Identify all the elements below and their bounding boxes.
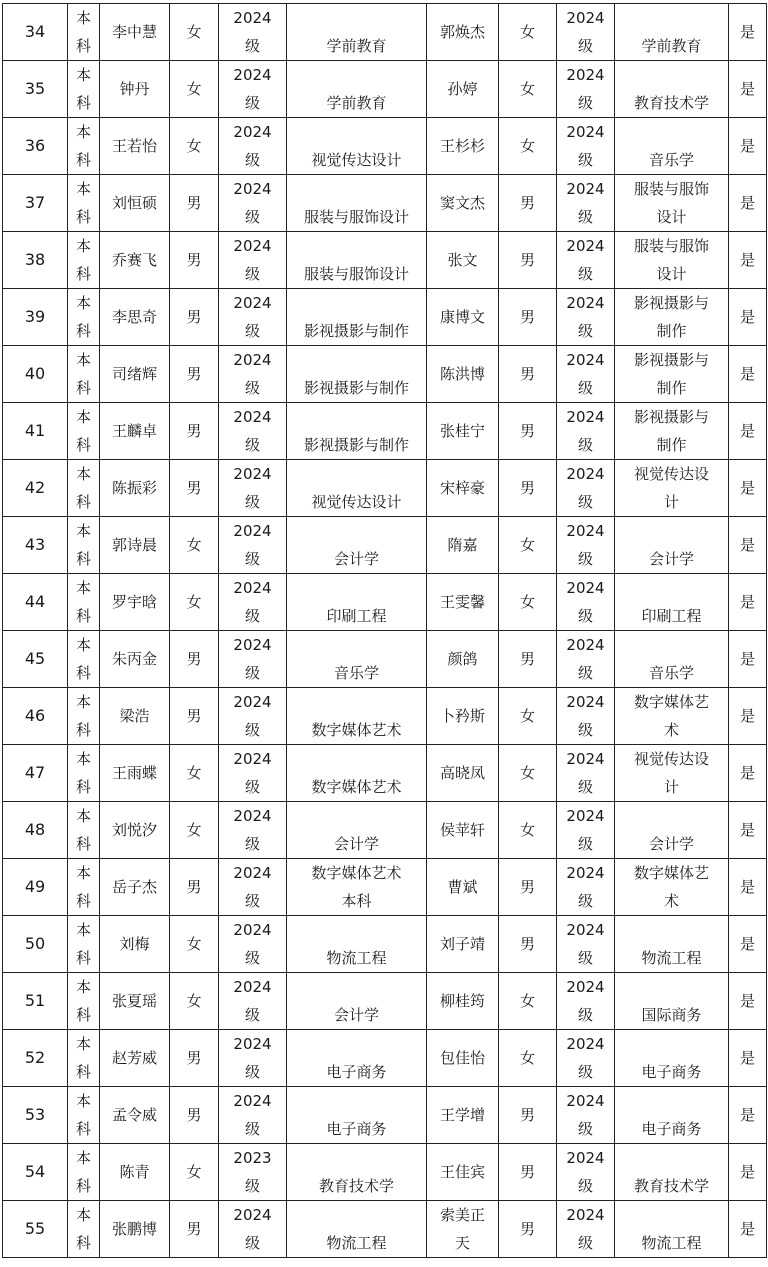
student-gender: 女 [170, 4, 219, 61]
table-row [3, 802, 767, 859]
partner-gender: 女 [499, 688, 557, 745]
partner-major: 影视摄影与 制作 [615, 403, 729, 460]
student-gender: 男 [170, 859, 219, 916]
education-level: 本 科 [68, 346, 100, 403]
partner-grade: 2024 级 [557, 802, 615, 859]
student-grade: 2023 级 [219, 1144, 287, 1201]
table-row [3, 1030, 767, 1087]
row-number: 52 [3, 1030, 68, 1087]
partner-name: 王佳宾 [427, 1144, 499, 1201]
approved-flag: 是 [729, 1144, 767, 1201]
student-major: 视觉传达设计 [287, 460, 427, 517]
partner-gender: 男 [499, 346, 557, 403]
partner-grade: 2024 级 [557, 745, 615, 802]
student-gender: 女 [170, 973, 219, 1030]
student-grade: 2024 级 [219, 61, 287, 118]
row-number: 43 [3, 517, 68, 574]
student-major: 数字媒体艺术 [287, 745, 427, 802]
student-major: 影视摄影与制作 [287, 346, 427, 403]
education-level: 本 科 [68, 802, 100, 859]
partner-major: 服装与服饰 设计 [615, 232, 729, 289]
student-grade: 2024 级 [219, 631, 287, 688]
row-number: 55 [3, 1201, 68, 1258]
student-name: 朱丙金 [100, 631, 170, 688]
partner-grade: 2024 级 [557, 1201, 615, 1258]
partner-major: 会计学 [615, 517, 729, 574]
partner-grade: 2024 级 [557, 4, 615, 61]
education-level: 本 科 [68, 460, 100, 517]
partner-major: 数字媒体艺 术 [615, 688, 729, 745]
student-major: 教育技术学 [287, 1144, 427, 1201]
partner-gender: 男 [499, 403, 557, 460]
row-number: 46 [3, 688, 68, 745]
approved-flag: 是 [729, 631, 767, 688]
approved-flag: 是 [729, 289, 767, 346]
education-level: 本 科 [68, 688, 100, 745]
student-gender: 女 [170, 802, 219, 859]
student-name: 陈振彩 [100, 460, 170, 517]
table-row [3, 916, 767, 973]
education-level: 本 科 [68, 1087, 100, 1144]
partner-name: 颜鸽 [427, 631, 499, 688]
row-number: 54 [3, 1144, 68, 1201]
student-name: 刘梅 [100, 916, 170, 973]
education-level: 本 科 [68, 859, 100, 916]
partner-gender: 男 [499, 916, 557, 973]
partner-gender: 男 [499, 631, 557, 688]
approved-flag: 是 [729, 175, 767, 232]
education-level: 本 科 [68, 916, 100, 973]
student-name: 李思奇 [100, 289, 170, 346]
partner-name: 王学增 [427, 1087, 499, 1144]
education-level: 本 科 [68, 631, 100, 688]
partner-name: 张文 [427, 232, 499, 289]
student-major: 印刷工程 [287, 574, 427, 631]
student-name: 刘恒硕 [100, 175, 170, 232]
student-name: 王若怡 [100, 118, 170, 175]
table-row [3, 1144, 767, 1201]
partner-grade: 2024 级 [557, 346, 615, 403]
education-level: 本 科 [68, 1030, 100, 1087]
table-row [3, 688, 767, 745]
student-grade: 2024 级 [219, 118, 287, 175]
approved-flag: 是 [729, 403, 767, 460]
partner-major: 学前教育 [615, 4, 729, 61]
student-grade: 2024 级 [219, 1087, 287, 1144]
education-level: 本 科 [68, 118, 100, 175]
approved-flag: 是 [729, 517, 767, 574]
row-number: 42 [3, 460, 68, 517]
education-level: 本 科 [68, 1201, 100, 1258]
student-name: 刘悦汐 [100, 802, 170, 859]
student-gender: 男 [170, 688, 219, 745]
partner-name: 隋嘉 [427, 517, 499, 574]
student-gender: 男 [170, 346, 219, 403]
partner-name: 卜矜斯 [427, 688, 499, 745]
partner-gender: 男 [499, 289, 557, 346]
student-grade: 2024 级 [219, 1030, 287, 1087]
partner-grade: 2024 级 [557, 631, 615, 688]
partner-major: 数字媒体艺 术 [615, 859, 729, 916]
approved-flag: 是 [729, 859, 767, 916]
partner-gender: 女 [499, 745, 557, 802]
partner-major: 音乐学 [615, 631, 729, 688]
row-number: 35 [3, 61, 68, 118]
student-grade: 2024 级 [219, 175, 287, 232]
student-name: 赵芳威 [100, 1030, 170, 1087]
education-level: 本 科 [68, 745, 100, 802]
student-name: 乔赛飞 [100, 232, 170, 289]
partner-major: 国际商务 [615, 973, 729, 1030]
partner-grade: 2024 级 [557, 460, 615, 517]
student-name: 孟令威 [100, 1087, 170, 1144]
student-name: 司绪辉 [100, 346, 170, 403]
approved-flag: 是 [729, 802, 767, 859]
roster-table [2, 3, 767, 1258]
partner-name: 窦文杰 [427, 175, 499, 232]
student-gender: 女 [170, 745, 219, 802]
approved-flag: 是 [729, 346, 767, 403]
table-row [3, 403, 767, 460]
partner-name: 宋梓豪 [427, 460, 499, 517]
student-major: 会计学 [287, 802, 427, 859]
table-row [3, 1087, 767, 1144]
partner-grade: 2024 级 [557, 232, 615, 289]
partner-gender: 女 [499, 517, 557, 574]
student-gender: 男 [170, 1087, 219, 1144]
partner-major: 音乐学 [615, 118, 729, 175]
student-name: 岳子杰 [100, 859, 170, 916]
row-number: 50 [3, 916, 68, 973]
partner-major: 电子商务 [615, 1087, 729, 1144]
partner-gender: 女 [499, 118, 557, 175]
table-body [3, 4, 767, 1258]
partner-grade: 2024 级 [557, 1030, 615, 1087]
student-major: 数字媒体艺术 [287, 688, 427, 745]
student-name: 梁浩 [100, 688, 170, 745]
row-number: 44 [3, 574, 68, 631]
student-major: 物流工程 [287, 916, 427, 973]
partner-name: 张桂宁 [427, 403, 499, 460]
student-gender: 女 [170, 61, 219, 118]
partner-major: 电子商务 [615, 1030, 729, 1087]
education-level: 本 科 [68, 232, 100, 289]
table-row [3, 4, 767, 61]
student-grade: 2024 级 [219, 916, 287, 973]
student-major: 服装与服饰设计 [287, 175, 427, 232]
partner-gender: 女 [499, 1030, 557, 1087]
partner-major: 教育技术学 [615, 1144, 729, 1201]
student-grade: 2024 级 [219, 460, 287, 517]
partner-gender: 男 [499, 1201, 557, 1258]
partner-gender: 男 [499, 232, 557, 289]
approved-flag: 是 [729, 688, 767, 745]
student-gender: 男 [170, 289, 219, 346]
partner-gender: 男 [499, 1144, 557, 1201]
approved-flag: 是 [729, 4, 767, 61]
table-row [3, 631, 767, 688]
student-name: 张鹏博 [100, 1201, 170, 1258]
education-level: 本 科 [68, 61, 100, 118]
partner-grade: 2024 级 [557, 118, 615, 175]
student-name: 李中慧 [100, 4, 170, 61]
student-gender: 女 [170, 118, 219, 175]
education-level: 本 科 [68, 175, 100, 232]
student-name: 郭诗晨 [100, 517, 170, 574]
approved-flag: 是 [729, 1030, 767, 1087]
student-major: 视觉传达设计 [287, 118, 427, 175]
partner-grade: 2024 级 [557, 688, 615, 745]
student-gender: 男 [170, 175, 219, 232]
partner-grade: 2024 级 [557, 1087, 615, 1144]
partner-name: 刘子靖 [427, 916, 499, 973]
student-grade: 2024 级 [219, 346, 287, 403]
student-major: 音乐学 [287, 631, 427, 688]
row-number: 51 [3, 973, 68, 1030]
partner-name: 包佳怡 [427, 1030, 499, 1087]
student-major: 电子商务 [287, 1030, 427, 1087]
partner-name: 王杉杉 [427, 118, 499, 175]
student-grade: 2024 级 [219, 4, 287, 61]
approved-flag: 是 [729, 1087, 767, 1144]
student-gender: 男 [170, 631, 219, 688]
partner-gender: 男 [499, 175, 557, 232]
student-grade: 2024 级 [219, 1201, 287, 1258]
approved-flag: 是 [729, 973, 767, 1030]
row-number: 36 [3, 118, 68, 175]
partner-gender: 男 [499, 1087, 557, 1144]
row-number: 49 [3, 859, 68, 916]
education-level: 本 科 [68, 289, 100, 346]
partner-major: 物流工程 [615, 916, 729, 973]
partner-major: 视觉传达设 计 [615, 745, 729, 802]
student-gender: 女 [170, 574, 219, 631]
approved-flag: 是 [729, 745, 767, 802]
partner-name: 侯苹轩 [427, 802, 499, 859]
partner-major: 影视摄影与 制作 [615, 289, 729, 346]
approved-flag: 是 [729, 916, 767, 973]
table-row [3, 1201, 767, 1258]
table-row [3, 289, 767, 346]
partner-name: 康博文 [427, 289, 499, 346]
student-major: 学前教育 [287, 4, 427, 61]
approved-flag: 是 [729, 61, 767, 118]
row-number: 47 [3, 745, 68, 802]
partner-gender: 女 [499, 973, 557, 1030]
approved-flag: 是 [729, 574, 767, 631]
student-gender: 男 [170, 460, 219, 517]
partner-grade: 2024 级 [557, 973, 615, 1030]
table-row [3, 973, 767, 1030]
table-row [3, 175, 767, 232]
partner-grade: 2024 级 [557, 289, 615, 346]
student-name: 陈青 [100, 1144, 170, 1201]
student-gender: 男 [170, 403, 219, 460]
partner-gender: 男 [499, 859, 557, 916]
partner-grade: 2024 级 [557, 403, 615, 460]
table-row [3, 61, 767, 118]
partner-gender: 女 [499, 4, 557, 61]
approved-flag: 是 [729, 1201, 767, 1258]
row-number: 39 [3, 289, 68, 346]
education-level: 本 科 [68, 4, 100, 61]
approved-flag: 是 [729, 232, 767, 289]
student-major: 服装与服饰设计 [287, 232, 427, 289]
row-number: 48 [3, 802, 68, 859]
student-grade: 2024 级 [219, 802, 287, 859]
partner-grade: 2024 级 [557, 916, 615, 973]
student-gender: 女 [170, 517, 219, 574]
student-grade: 2024 级 [219, 574, 287, 631]
student-major: 电子商务 [287, 1087, 427, 1144]
table-row [3, 574, 767, 631]
student-grade: 2024 级 [219, 232, 287, 289]
row-number: 37 [3, 175, 68, 232]
row-number: 41 [3, 403, 68, 460]
partner-gender: 女 [499, 61, 557, 118]
table-row [3, 517, 767, 574]
table-row [3, 745, 767, 802]
partner-name: 高晓凤 [427, 745, 499, 802]
partner-name: 陈洪博 [427, 346, 499, 403]
education-level: 本 科 [68, 973, 100, 1030]
student-grade: 2024 级 [219, 688, 287, 745]
partner-name: 孙婷 [427, 61, 499, 118]
partner-major: 物流工程 [615, 1201, 729, 1258]
student-major: 物流工程 [287, 1201, 427, 1258]
student-major: 数字媒体艺术 本科 [287, 859, 427, 916]
partner-gender: 女 [499, 574, 557, 631]
partner-name: 郭焕杰 [427, 4, 499, 61]
partner-grade: 2024 级 [557, 61, 615, 118]
partner-name: 柳桂筠 [427, 973, 499, 1030]
student-gender: 男 [170, 1030, 219, 1087]
row-number: 34 [3, 4, 68, 61]
partner-grade: 2024 级 [557, 574, 615, 631]
partner-major: 印刷工程 [615, 574, 729, 631]
student-grade: 2024 级 [219, 859, 287, 916]
row-number: 53 [3, 1087, 68, 1144]
partner-major: 服装与服饰 设计 [615, 175, 729, 232]
approved-flag: 是 [729, 460, 767, 517]
approved-flag: 是 [729, 118, 767, 175]
table-row [3, 232, 767, 289]
student-gender: 男 [170, 232, 219, 289]
student-major: 影视摄影与制作 [287, 403, 427, 460]
partner-major: 影视摄影与 制作 [615, 346, 729, 403]
row-number: 40 [3, 346, 68, 403]
student-major: 会计学 [287, 517, 427, 574]
education-level: 本 科 [68, 1144, 100, 1201]
student-grade: 2024 级 [219, 973, 287, 1030]
partner-gender: 女 [499, 802, 557, 859]
partner-major: 教育技术学 [615, 61, 729, 118]
partner-grade: 2024 级 [557, 859, 615, 916]
row-number: 45 [3, 631, 68, 688]
table-row [3, 460, 767, 517]
partner-grade: 2024 级 [557, 517, 615, 574]
table-row [3, 859, 767, 916]
partner-grade: 2024 级 [557, 175, 615, 232]
student-major: 会计学 [287, 973, 427, 1030]
student-major: 影视摄影与制作 [287, 289, 427, 346]
student-name: 王麟卓 [100, 403, 170, 460]
student-gender: 女 [170, 1144, 219, 1201]
partner-major: 会计学 [615, 802, 729, 859]
partner-grade: 2024 级 [557, 1144, 615, 1201]
student-grade: 2024 级 [219, 745, 287, 802]
education-level: 本 科 [68, 574, 100, 631]
table-row [3, 118, 767, 175]
row-number: 38 [3, 232, 68, 289]
partner-name: 王雯馨 [427, 574, 499, 631]
student-name: 张夏瑶 [100, 973, 170, 1030]
student-name: 王雨蝶 [100, 745, 170, 802]
partner-name: 索美正 天 [427, 1201, 499, 1258]
student-gender: 男 [170, 1201, 219, 1258]
partner-major: 视觉传达设 计 [615, 460, 729, 517]
student-name: 罗宇晗 [100, 574, 170, 631]
education-level: 本 科 [68, 403, 100, 460]
partner-gender: 男 [499, 460, 557, 517]
student-grade: 2024 级 [219, 403, 287, 460]
student-major: 学前教育 [287, 61, 427, 118]
student-name: 钟丹 [100, 61, 170, 118]
student-gender: 女 [170, 916, 219, 973]
partner-name: 曹斌 [427, 859, 499, 916]
education-level: 本 科 [68, 517, 100, 574]
student-grade: 2024 级 [219, 517, 287, 574]
table-row [3, 346, 767, 403]
student-grade: 2024 级 [219, 289, 287, 346]
